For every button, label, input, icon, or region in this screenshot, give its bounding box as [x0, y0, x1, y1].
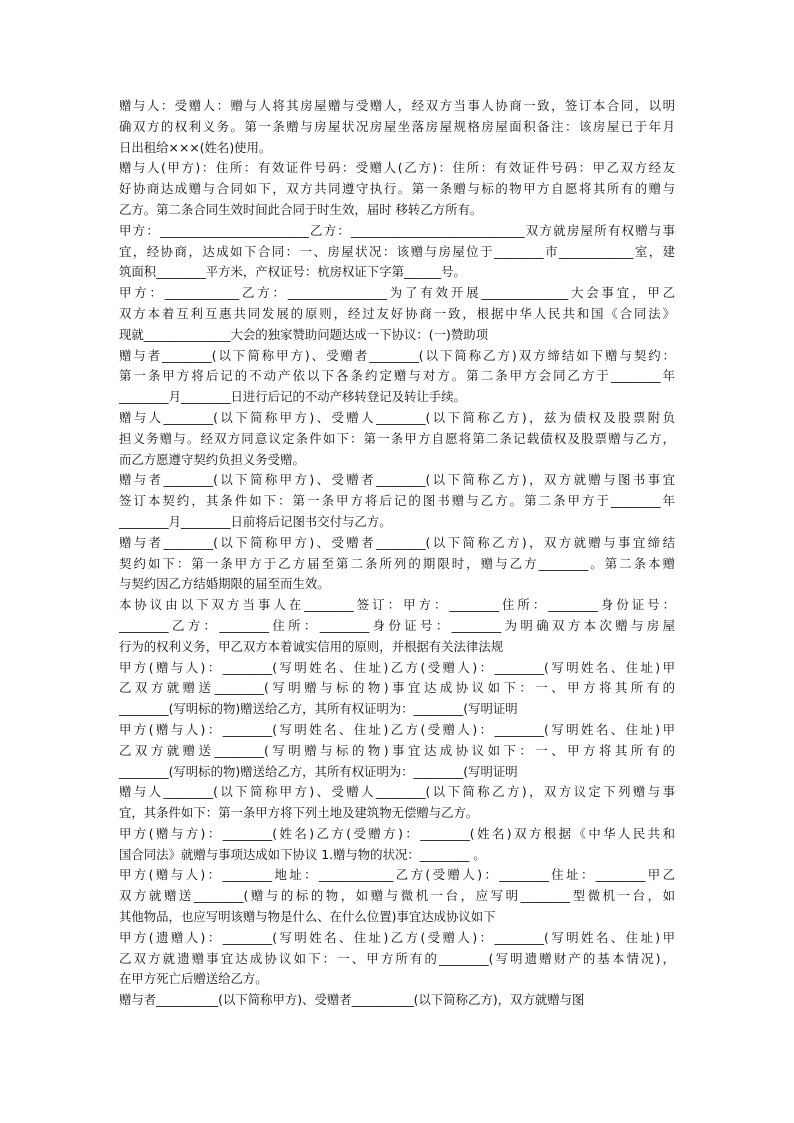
text-line: ________乙方：________住所：________身份证号：________为明确双方本次赠与房屋	[119, 617, 675, 633]
text-line: 甲方(赠与方)：________(姓名)乙方(受赠方)：________(姓名)双方根据《中华人民共和	[119, 825, 675, 841]
text-line: 乙双方就赠送________(写明赠与标的物)事宜达成协议如下：一、甲方将其所有的	[119, 742, 675, 758]
text-line: 赠与人：受赠人：赠与人将其房屋赠与受赠人，经双方当事人协商一致，签订本合同，以明	[119, 98, 675, 113]
text-line: 甲方(赠与人)：________地址：____________乙方(受赠人)：________住址：________甲乙	[119, 867, 675, 883]
text-line: ________月________日前将后记图书交付与乙方。	[119, 513, 392, 529]
paragraph	[119, 346, 675, 408]
paragraph	[119, 96, 675, 158]
document-body	[119, 96, 675, 1011]
text-line: 乙方。第二条合同生效时间此合同于时生效，届时 移转乙方所有。	[119, 201, 483, 217]
text-line: 签订本契约，其条件如下：第一条甲方将后记的图书赠与乙方。第二条甲方于________年	[119, 493, 675, 509]
text-line: 赠与人________(以下简称甲方)、受赠人________(以下简称乙方)，双方议定下列赠与事	[119, 784, 675, 800]
paragraph	[119, 928, 675, 990]
text-line: ________(写明标的物)赠送给乙方，其所有权证明为：________(写明证明	[119, 763, 518, 779]
text-line: 双方本着互利互惠共同发展的原则，经过友好协商一致，根据中华人民共和国《合同法》	[119, 305, 675, 321]
text-line: 赠与人________(以下简称甲方)、受赠人________(以下简称乙方)，兹为债权及股票附负	[119, 409, 675, 425]
text-line: 好协商达成赠与合同如下，双方共同遵守执行。第一条赠与标的物甲方自愿将其所有的赠与	[119, 181, 675, 197]
paragraph	[119, 595, 675, 657]
paragraph	[119, 720, 675, 782]
text-line: 甲方(赠与人)：________(写明姓名、住址)乙方(受赠人)：________(写明姓名、住址)甲	[119, 721, 675, 737]
text-line: 在甲方死亡后赠送给乙方。	[119, 971, 268, 987]
text-line: 筑面积________平方米，产权证号：杭房权证下字第______号。	[119, 264, 466, 280]
text-line: 确双方的权利义务。第一条赠与房屋状况房屋坐落房屋规格房屋面积备注：该房屋已于年月	[119, 118, 675, 134]
text-line: 赠与者________(以下简称甲方)、受赠者________(以下简称乙方)，双方就赠与图书事宜	[119, 472, 675, 488]
text-line: 契约如下：第一条甲方于乙方届至第二条所列的期限时，赠与乙方________。第二条本赠	[119, 555, 675, 571]
paragraph	[119, 533, 675, 595]
text-line: 宜，经协商，达成如下合同：一、房屋状况：该赠与房屋位于________市____________室，建	[119, 243, 675, 259]
paragraph	[119, 824, 675, 866]
text-line: 本协议由以下双方当事人在________签订：甲方：________住所：________身份证号：	[119, 597, 675, 613]
text-line: 担义务赠与。经双方同意议定条件如下：第一条甲方自愿将第二条记载债权及股票赠与乙方，	[119, 430, 675, 446]
text-line: 第一条甲方将后记的不动产依以下各条约定赠与对方。第二条甲方会同乙方于________年	[119, 368, 675, 384]
text-line: ________(写明标的物)赠送给乙方，其所有权证明为：________(写明证明	[119, 701, 518, 717]
paragraph	[119, 158, 675, 220]
text-line: 赠与者__________(以下简称甲方)、受赠者__________(以下简称乙方)，双方就赠与图	[119, 992, 585, 1008]
text-line: 而乙方愿遵守契约负担义务受赠。	[119, 451, 305, 467]
paragraph	[119, 782, 675, 824]
text-line: 国合同法》就赠与事项达成如下协议 1.赠与物的状况：________ 。	[119, 846, 486, 862]
text-line: 甲方：____________乙方：________________为了有效开展______________大会事宜，甲乙	[119, 285, 675, 301]
text-line: 甲方(遗赠人)：________(写明姓名、住址)乙方(受赠人)：________(写明姓名、住址)甲	[119, 929, 675, 945]
text-line: 乙双方就赠送________(写明赠与标的物)事宜达成协议如下：一、甲方将其所有的	[119, 680, 675, 696]
text-line: 甲方(赠与人)：________(写明姓名、住址)乙方(受赠人)：________(写明姓名、住址)甲	[119, 659, 675, 675]
paragraph	[119, 470, 675, 532]
text-line: 现就______________大会的独家赞助问题达成一下协议：(一)赞助项	[119, 326, 488, 342]
text-line: 赠与者________(以下简称甲方)、受赠者________(以下简称乙方)双方缔结如下赠与契约：	[119, 347, 675, 363]
text-line: 日出租给×××(姓名)使用。	[119, 139, 272, 155]
text-line: 甲方：________________________乙方：____________________________双方就房屋所有权赠与事	[119, 222, 675, 238]
text-line: 赠与人(甲方)：住所：有效证件号码：受赠人(乙方)：住所：有效证件号码：甲乙双方经友	[119, 160, 675, 176]
text-line: 与契约因乙方结婚期限的届至而生效。	[119, 576, 330, 592]
paragraph	[119, 221, 675, 283]
paragraph	[119, 990, 675, 1011]
text-line: ________月________日进行后记的不动产移转登记及转让手续。	[119, 389, 466, 405]
text-line: 乙双方就遗赠事宜达成协议如下：一、甲方所有的________(写明遗赠财产的基本情况)，	[119, 950, 675, 966]
text-line: 其他物品，也应写明该赠与物是什么、在什么位置)事宜达成协议如下	[119, 909, 496, 925]
text-line: 行为的权利义务，甲乙双方本着诚实信用的原则，并根据有关法律法规	[119, 638, 504, 654]
paragraph	[119, 283, 675, 345]
paragraph	[119, 658, 675, 720]
text-line: 赠与者________(以下简称甲方)、受赠者________(以下简称乙方)，双方就赠与事宜缔结	[119, 534, 675, 550]
text-line: 宜，其条件如下：第一条甲方将下列土地及建筑物无偿赠与乙方。	[119, 805, 479, 821]
paragraph	[119, 865, 675, 927]
paragraph	[119, 408, 675, 470]
text-line: 双方就赠送________(赠与的标的物，如赠与微机一台，应写明________型微机一台，如	[119, 888, 675, 904]
